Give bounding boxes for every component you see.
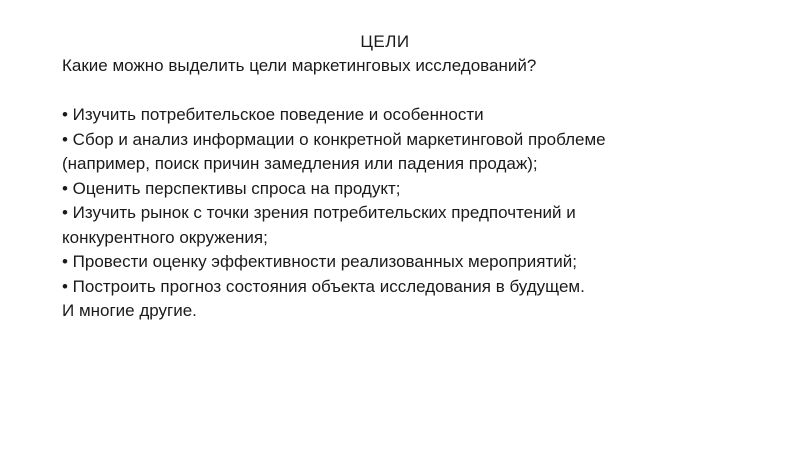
goal-line: • Провести оценку эффективности реализованных мероприятий; — [62, 252, 577, 271]
goal-line: конкурентного окружения; — [62, 227, 268, 247]
question-text: Какие можно выделить цели маркетинговых исследований? — [62, 56, 537, 75]
closing-text: И многие другие. — [62, 301, 197, 320]
goal-line: • Оценить перспективы спроса на продукт; — [62, 178, 401, 198]
slide-title: ЦЕЛИ — [360, 32, 410, 51]
slide-body — [62, 54, 782, 324]
goal-line: • Изучить рынок с точки зрения потребительских предпочтений и — [62, 203, 576, 222]
goal-line: • Построить прогноз состояния объекта исследования в будущем. — [62, 276, 585, 296]
goal-line: • Сбор и анализ информации о конкретной маркетинговой проблеме — [62, 129, 606, 149]
goal-line: (например, поиск причин замедления или падения продаж); — [62, 154, 538, 173]
blank-line — [62, 79, 782, 104]
goal-line: • Изучить потребительское поведение и особенности — [62, 105, 484, 124]
